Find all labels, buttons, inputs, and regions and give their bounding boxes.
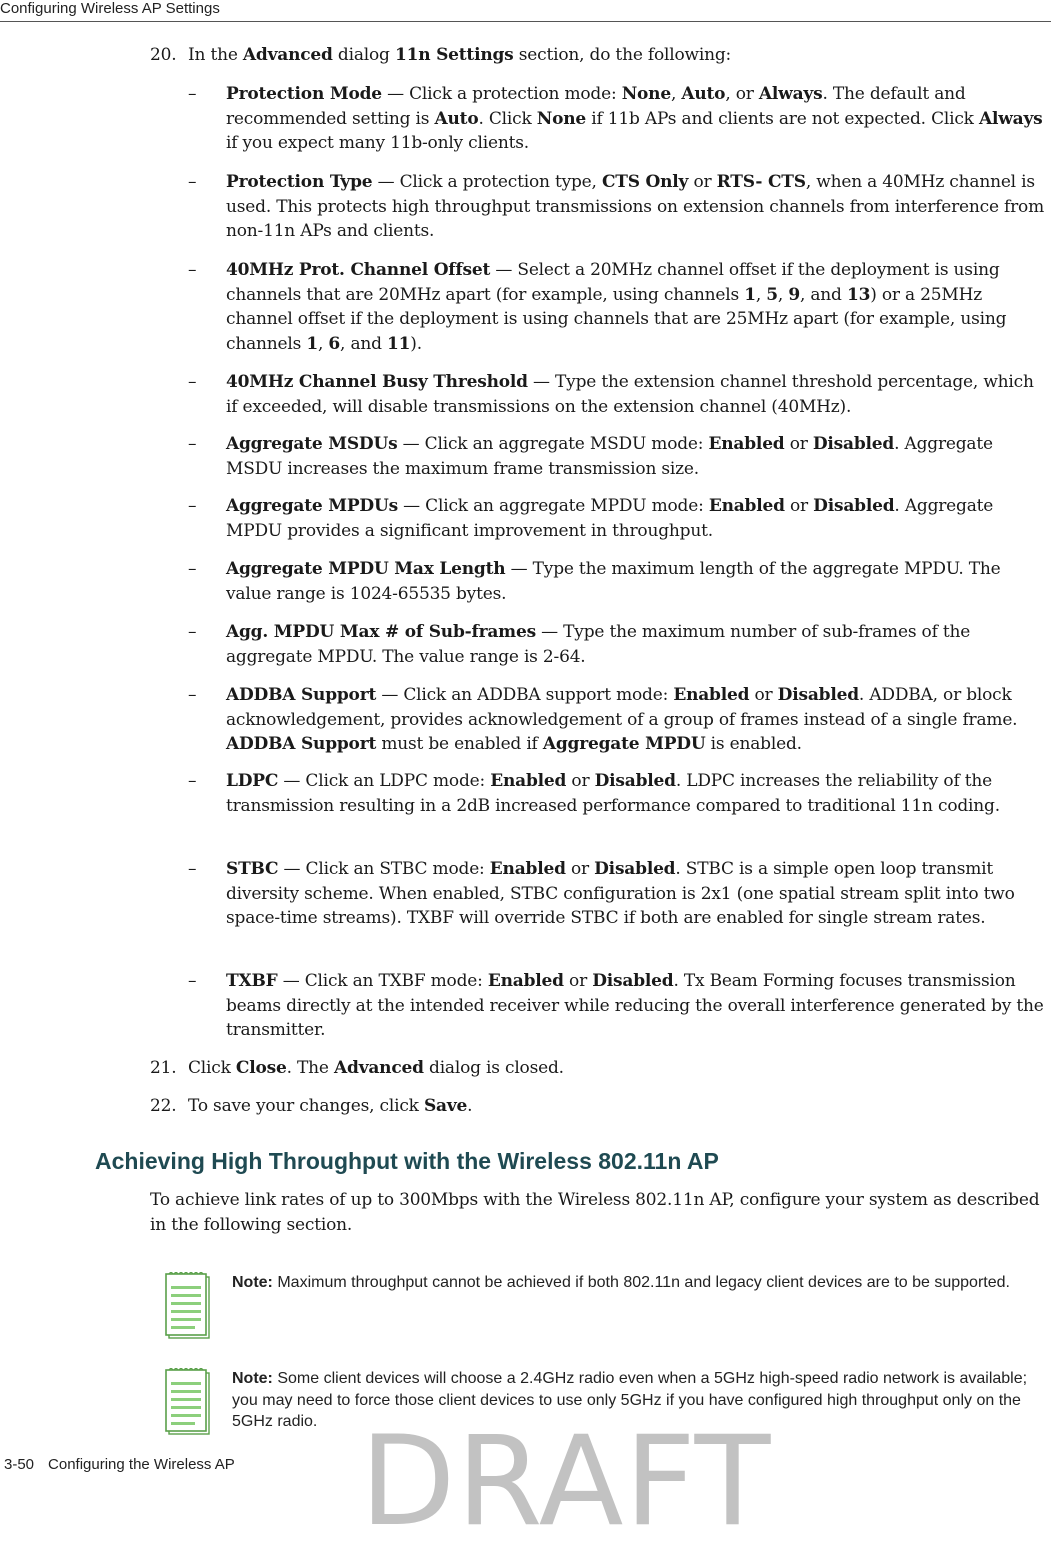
text-run: — Click a protection mode: <box>381 84 622 104</box>
bullet-dash: – <box>188 260 197 280</box>
text-run: or <box>749 685 778 705</box>
text-run: . LDPC increases the reliability of the transmission resulting in a 2dB increased performance compared to traditional 11n coding. <box>226 771 1000 816</box>
bullet-text <box>226 769 1048 818</box>
bullet-text <box>226 82 1048 156</box>
bold-term: Agg. MPDU Max # of Sub-frames <box>226 622 536 642</box>
bold-term: None <box>536 108 587 129</box>
text-run: or <box>563 971 593 991</box>
text-run: Click <box>188 1058 236 1078</box>
text-run: dialog <box>332 45 395 65</box>
text-run: — Click a protection type, <box>372 172 602 192</box>
bold-term: Disabled <box>594 771 676 791</box>
bold-term: Aggregate MPDU Max Length <box>226 559 506 579</box>
bold-term: Disabled <box>813 496 895 516</box>
text-run: , <box>755 284 767 305</box>
bold-term: 1 <box>306 333 318 354</box>
text-run: . Click <box>478 108 537 129</box>
step-text <box>188 1056 564 1081</box>
text-run: — Select a 20MHz channel offset if the deployment is using channels that are 20MHz apart (for example, using channels <box>226 260 1000 305</box>
bullet-text <box>226 258 1048 356</box>
bold-term: LDPC <box>226 771 279 791</box>
bullet-text <box>226 370 1048 419</box>
bold-term: Enabled <box>673 685 750 705</box>
bold-term: STBC <box>226 859 279 879</box>
bullet-dash: – <box>188 434 197 454</box>
text-run: , <box>317 333 329 354</box>
text-run: is enabled. <box>705 734 802 754</box>
text-run: ). <box>410 333 422 354</box>
bold-term: 11n Settings <box>394 45 514 65</box>
text-run: — Click an STBC mode: <box>278 859 490 879</box>
bullet-text <box>226 170 1048 244</box>
bullet-dash: – <box>188 859 197 879</box>
note-body: Some client devices will choose a 2.4GHz radio even when a 5GHz high-speed radio network is available; you may need to force those client devices to use only 5GHz if you have configured high throughput only on the 5GHz radio. <box>232 1370 1028 1430</box>
bold-term: Save <box>423 1096 468 1116</box>
bold-term: Close <box>235 1058 287 1078</box>
note-label: Note: <box>232 1274 273 1291</box>
bold-term: ADDBA Support <box>226 685 377 705</box>
bold-term: 40MHz Prot. Channel Offset <box>226 260 491 280</box>
chapter-title: Configuring the Wireless AP <box>48 1456 235 1473</box>
header-rule <box>0 21 1051 22</box>
bold-term: Enabled <box>487 971 564 991</box>
bold-term: Aggregate MSDUs <box>226 434 398 454</box>
bold-term: Protection Type <box>226 172 373 192</box>
bold-term: Advanced <box>334 1058 424 1078</box>
bullet-dash: – <box>188 771 197 791</box>
bold-term: 6 <box>328 333 341 354</box>
bold-term: CTS Only <box>601 172 689 192</box>
text-run: — Click an aggregate MSDU mode: <box>397 434 709 454</box>
bullet-dash: – <box>188 372 197 392</box>
text-run: — Click an ADDBA support mode: <box>376 685 674 705</box>
bullet-text <box>226 683 1048 757</box>
bullet-text <box>226 620 1048 669</box>
text-run: . Tx Beam Forming focuses transmission beams directly at the intended receiver while reducing the overall interference generated by the transmitter. <box>226 971 1044 1040</box>
text-run: . ADDBA, or block acknowledgement, provides acknowledgement of a group of frames instead of a single frame. <box>226 685 1018 730</box>
bullet-text <box>226 557 1048 606</box>
bold-term: 1 <box>744 284 756 305</box>
text-run: To save your changes, click <box>188 1096 424 1116</box>
draft-watermark: DRAFT <box>360 1410 772 1554</box>
text-run: must be enabled if <box>376 734 543 754</box>
bullet-dash: – <box>188 685 197 705</box>
bold-term: Enabled <box>708 496 785 516</box>
bullet-dash: – <box>188 496 197 516</box>
bullet-text <box>226 494 1048 543</box>
text-run: or <box>784 496 814 516</box>
running-header: Configuring Wireless AP Settings <box>0 0 220 17</box>
bold-term: Enabled <box>708 434 785 454</box>
bold-term: Protection Mode <box>226 84 382 104</box>
bold-term: Enabled <box>489 859 566 879</box>
bold-term: 11 <box>387 333 411 354</box>
step-number: 21. <box>150 1058 177 1078</box>
bold-term: Disabled <box>812 434 895 454</box>
bullet-dash: – <box>188 84 197 104</box>
text-run: . Aggregate MPDU provides a significant improvement in throughput. <box>226 496 994 541</box>
step-text <box>188 1094 472 1119</box>
text-run: or <box>566 771 595 791</box>
text-run: , and <box>799 284 847 305</box>
bold-term: None <box>621 84 671 104</box>
text-run: or <box>688 172 717 192</box>
text-run: , and <box>340 333 388 354</box>
bold-term: Enabled <box>490 771 567 791</box>
section-heading: Achieving High Throughput with the Wireless 802.11n AP <box>95 1148 719 1174</box>
note-text <box>232 1272 1050 1294</box>
bullet-dash: – <box>188 622 197 642</box>
bold-term: Disabled <box>594 859 676 879</box>
bold-term: Advanced <box>242 45 333 65</box>
page-number: 3-50 <box>4 1456 35 1473</box>
bullet-dash: – <box>188 172 197 192</box>
bullet-dash: – <box>188 971 197 991</box>
text-run: , <box>670 84 682 104</box>
bold-term: Always <box>758 84 823 104</box>
text-run: , when a 40MHz channel is used. This protects high throughput transmissions on extension channels from interference from non-11n APs and clients. <box>226 172 1045 241</box>
bold-term: Disabled <box>592 971 674 991</box>
bold-term: Auto <box>434 108 479 129</box>
step-text <box>188 43 731 68</box>
text-run: , <box>777 284 789 305</box>
step-number: 20. <box>150 45 177 65</box>
text-run: — Type the maximum number of sub-frames of the aggregate MPDU. The value range is 2-64. <box>226 622 971 667</box>
text-run: — Type the extension channel threshold percentage, which if exceeded, will disable transmissions on the extension channel (40MHz). <box>226 372 1034 417</box>
bold-term: RTS- CTS <box>716 172 806 192</box>
text-run: — Type the maximum length of the aggregate MPDU. The value range is 1024-65535 bytes. <box>226 559 1001 604</box>
bold-term: 40MHz Channel Busy Threshold <box>226 372 528 392</box>
text-run: — Click an aggregate MPDU mode: <box>397 496 709 516</box>
note-label: Note: <box>232 1370 273 1387</box>
text-run: or <box>565 859 595 879</box>
note-icon <box>165 1272 211 1340</box>
text-run: dialog is closed. <box>423 1058 564 1078</box>
page-footer <box>4 1456 235 1473</box>
text-run: ) or a 25MHz channel offset if the deployment is using channels that are 25MHz apart (for example, using channels <box>226 284 1007 354</box>
section-paragraph: To achieve link rates of up to 300Mbps with the Wireless 802.11n AP, configure your system as described in the following section. <box>150 1190 1040 1235</box>
bold-term: 5 <box>766 284 778 305</box>
text-run: if you expect many 11b-only clients. <box>226 133 529 153</box>
text-run: — Click an LDPC mode: <box>278 771 491 791</box>
bullet-text <box>226 432 1048 481</box>
text-run: . <box>467 1096 473 1116</box>
text-run: . The default and recommended setting is <box>226 84 966 129</box>
step-number: 22. <box>150 1096 177 1116</box>
bold-term: Auto <box>681 84 726 104</box>
text-run: . Aggregate MSDU increases the maximum frame transmission size. <box>226 434 993 479</box>
bold-term: 13 <box>846 284 871 305</box>
note-icon <box>165 1368 211 1436</box>
bullet-text <box>226 969 1048 1043</box>
text-run: section, do the following: <box>513 45 732 65</box>
note-body: Maximum throughput cannot be achieved if both 802.11n and legacy client devices are to be supported. <box>272 1274 1010 1291</box>
text-run: . The <box>286 1058 335 1078</box>
bold-term: 9 <box>788 284 800 305</box>
text-run: , or <box>725 84 759 104</box>
text-run: if 11b APs and clients are not expected. Click <box>586 108 979 129</box>
bold-term: Always <box>978 108 1043 129</box>
bullet-text <box>226 857 1048 931</box>
bold-term: Disabled <box>777 685 859 705</box>
text-run: In the <box>188 45 243 65</box>
bold-term: ADDBA Support <box>226 734 377 754</box>
text-run: . STBC is a simple open loop transmit diversity scheme. When enabled, STBC configuration is 2x1 (one spatial stream split into two space-time streams). TXBF will override STBC if both are enabled for single stream rates. <box>226 859 1015 928</box>
bold-term: TXBF <box>226 971 278 991</box>
text-run: — Click an TXBF mode: <box>277 971 488 991</box>
text-run: or <box>784 434 813 454</box>
bold-term: Aggregate MPDU <box>542 734 706 754</box>
bullet-dash: – <box>188 559 197 579</box>
bold-term: Aggregate MPDUs <box>226 496 398 516</box>
